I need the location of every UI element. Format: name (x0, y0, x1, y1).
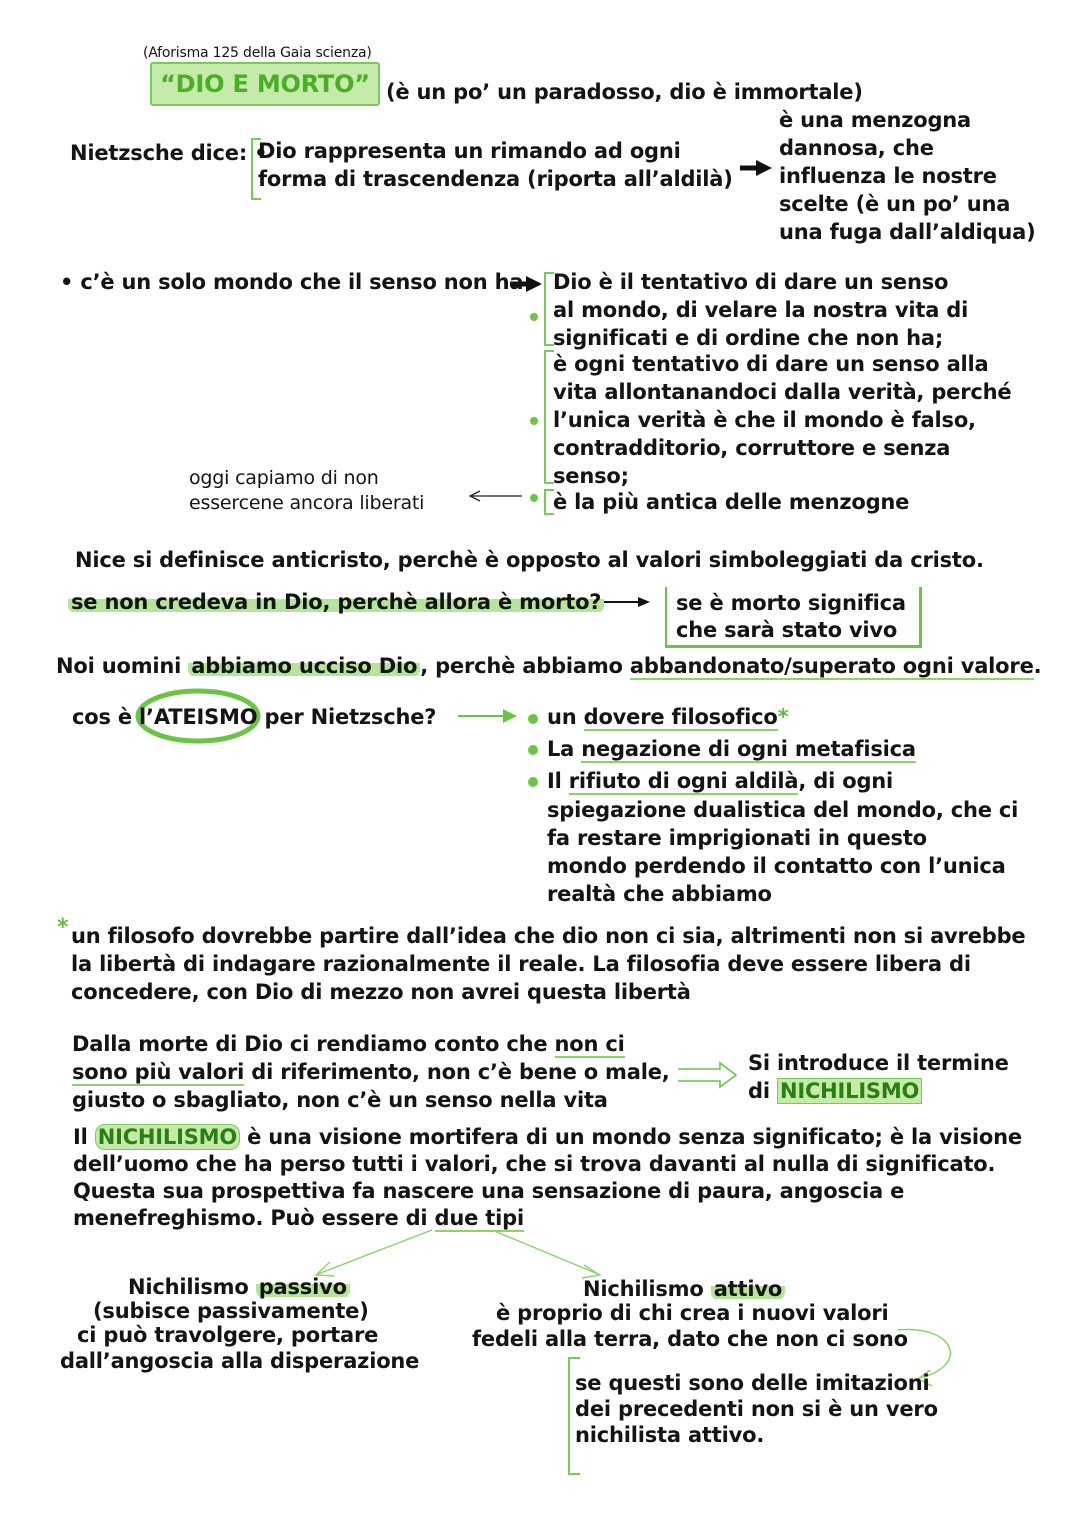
nihilism-line-2: dell’uomo che ha perso tutti i valori, che si trova davanti al nulla di significato. (73, 1152, 996, 1176)
arrow-right-icon (600, 597, 650, 607)
one-world-lead: • c’è un solo mondo che il senso non ha (60, 270, 524, 294)
antichrist-line: Nice si definisce anticristo, perchè è opposto al valori simboleggiati da cristo. (75, 548, 984, 572)
underline: dovere filosofico (583, 705, 778, 729)
active-note-line-2: dei precedenti non si è un vero (575, 1397, 938, 1421)
point-line-7: contradditorio, corruttore e senza (553, 436, 951, 460)
footnote-line-2: la libertà di indagare razionalmente il reale. La filosofia deve essere libera di (71, 952, 971, 976)
text: cos è (72, 705, 140, 729)
arrow-left-icon (470, 491, 522, 501)
death-line-2 (72, 1059, 670, 1087)
text: Noi uomini (56, 654, 189, 678)
atheism-cont-1: spiegazione dualistica del mondo, che ci (547, 798, 1019, 822)
intro-line-1: Si introduce il termine (748, 1051, 1009, 1075)
we-killed-line (56, 653, 1041, 681)
page-title: “DIO E MORTO” (160, 70, 370, 98)
bullet (528, 777, 538, 787)
consequence-line-2: dannosa, che (779, 136, 934, 160)
point-line-9: è la più antica delle menzogne (553, 490, 910, 514)
highlight: passivo (256, 1275, 350, 1299)
text: di riferimento, non c’è bene o male, (244, 1060, 670, 1084)
active-note-line-3: nichilista attivo. (575, 1423, 765, 1447)
double-arrow-icon (678, 1063, 736, 1087)
bullet (530, 313, 538, 321)
footnote-star: * (57, 915, 69, 940)
title-box (150, 62, 380, 106)
atheism-question (72, 704, 436, 732)
nihilism-line-1 (73, 1124, 1022, 1152)
bullet (530, 417, 538, 425)
answer-line-1: se è morto significa (676, 591, 906, 615)
text: menefreghismo. Può essere di (73, 1206, 435, 1230)
dio-line-1: Dio rappresenta un rimando ad ogni (258, 139, 681, 163)
dio-line-2: forma di trascendenza (riporta all’aldilà) (258, 167, 733, 191)
nichilismo-term: NICHILISMO (777, 1078, 922, 1104)
text: , di ogni (798, 769, 894, 793)
text: . (1033, 654, 1042, 678)
point-line-5: vita allontanandoci dalla verità, perché (553, 380, 1012, 404)
arrow-right-icon (740, 160, 772, 176)
point-line-1: Dio è il tentativo di dare un senso (553, 270, 949, 294)
footnote-line-3: concedere, con Dio di mezzo non avrei questa libertà (71, 980, 691, 1004)
point-line-6: l’unica verità è che il mondo è falso, (553, 408, 976, 432)
text: Il (73, 1125, 95, 1149)
atheism-item-1 (547, 704, 788, 732)
active-line-1: è proprio di chi crea i nuovi valori (496, 1301, 889, 1325)
arrow-right-icon (458, 709, 517, 723)
underline: negazione di ogni metafisica (581, 737, 916, 761)
underline: abbandonato/superato ogni valore (629, 654, 1034, 678)
question-dead-text: se non credeva in Dio, perchè allora è morto? (68, 590, 604, 614)
atheism-item-3 (547, 768, 893, 796)
consequence-line-5: una fuga dall’aldiqua) (779, 220, 1036, 244)
text: Nichilismo (128, 1275, 256, 1299)
passive-line-3: dall’angoscia alla disperazione (60, 1349, 420, 1373)
atheism-term: l’ATEISMO (139, 705, 258, 729)
text: Dalla morte di Dio ci rendiamo conto che (72, 1032, 555, 1056)
underline: rifiuto di ogni aldilà (568, 769, 799, 793)
active-line-2: fedeli alla terra, dato che non ci sono (472, 1327, 908, 1351)
atheism-cont-3: mondo perdendo il contatto con l’unica (547, 854, 1006, 878)
point-line-4: è ogni tentativo di dare un senso alla (553, 352, 989, 376)
footnote-line-1: un filosofo dovrebbe partire dall’idea che dio non ci sia, altrimenti non si avrebbe (71, 924, 1026, 948)
answer-line-2: che sarà stato vivo (676, 618, 898, 642)
side-note-line-2: essercene ancora liberati (189, 492, 425, 514)
nihilism-line-4 (73, 1205, 524, 1233)
consequence-line-3: influenza le nostre (779, 164, 997, 188)
text: di (748, 1079, 777, 1103)
passive-line-2: ci può travolgere, portare (77, 1323, 379, 1347)
bullet (528, 745, 538, 755)
point-line-3: significati e di ordine che non ha; (553, 326, 944, 350)
underline: sono più valori (72, 1060, 245, 1084)
active-note-line-1: se questi sono delle imitazioni (575, 1371, 930, 1395)
point-line-2: al mondo, di velare la nostra vita di (553, 298, 969, 322)
bullet (530, 494, 538, 502)
text: , perchè abbiamo (420, 654, 630, 678)
paradox-note: (è un po’ un paradosso, dio è immortale) (386, 80, 863, 104)
nietzsche-label: Nietzsche dice: • (70, 141, 268, 165)
branch-arrow-right-icon (492, 1230, 600, 1278)
atheism-cont-4: realtà che abbiamo (547, 882, 772, 906)
consequence-line-4: scelte (è un po’ una (779, 192, 1011, 216)
highlight: abbiamo ucciso Dio (188, 654, 420, 678)
text: un (547, 705, 584, 729)
question-dead (68, 589, 604, 617)
highlight: attivo (711, 1277, 785, 1301)
death-line-3: giusto o sbagliato, non c’è un senso nella vita (72, 1088, 608, 1112)
consequence-line-1: è una menzogna (779, 108, 972, 132)
nichilismo-term: NICHILISMO (95, 1124, 240, 1150)
point-line-8: senso; (553, 464, 629, 488)
text: Il (547, 769, 569, 793)
side-note-line-1: oggi capiamo di non (189, 467, 379, 489)
underline: due tipi (434, 1206, 524, 1230)
intro-line-2 (748, 1078, 922, 1106)
text: per Nietzsche? (257, 705, 437, 729)
death-line-1 (72, 1031, 625, 1059)
nihilism-line-3: Questa sua prospettiva fa nascere una sensazione di paura, angoscia e (73, 1179, 905, 1203)
underline: non ci (554, 1032, 625, 1056)
text: Nichilismo (583, 1277, 711, 1301)
passive-line-1: (subisce passivamente) (93, 1299, 369, 1323)
branch-arrow-left-icon (316, 1230, 432, 1276)
bullet (528, 714, 538, 724)
atheism-cont-2: fa restare imprigionati in questo (547, 826, 927, 850)
text: è una visione mortifera di un mondo senza significato; è la visione (240, 1125, 1022, 1149)
text: La (547, 737, 582, 761)
atheism-item-2 (547, 736, 916, 764)
aphorism-source: (Aforisma 125 della Gaia scienza) (143, 45, 372, 61)
asterisk: * (777, 705, 789, 729)
